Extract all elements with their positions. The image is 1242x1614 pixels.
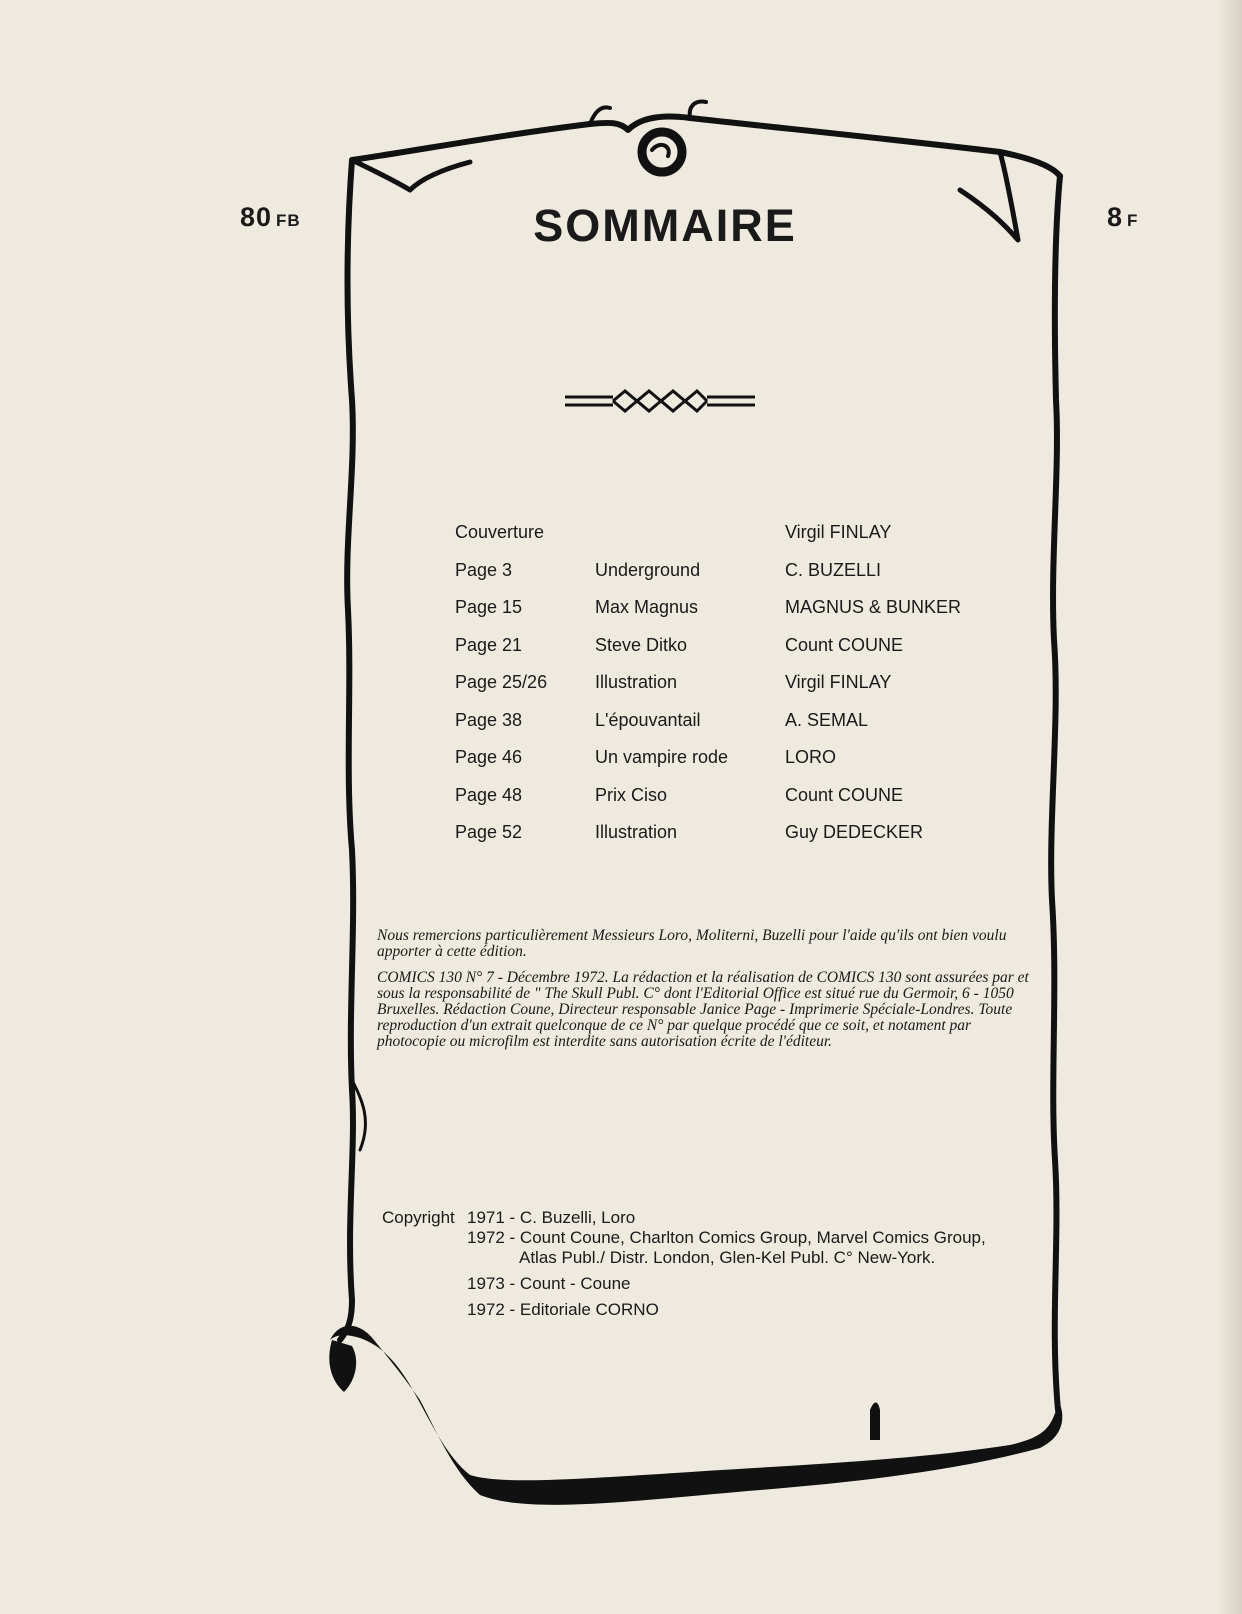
toc-title: Steve Ditko	[595, 634, 688, 655]
decorative-ornament	[565, 385, 755, 421]
toc-page: Page 48	[455, 784, 523, 805]
copyright-entry: 1973 - Count - Coune	[467, 1274, 631, 1293]
table-of-contents	[455, 522, 975, 860]
copyright-entry: 1972 - Editoriale CORNO	[467, 1300, 659, 1319]
toc-author: LORO	[785, 747, 837, 767]
copyright-block	[382, 1208, 1042, 1320]
copyright-line	[382, 1300, 1042, 1320]
toc-title: Illustration	[595, 672, 678, 692]
toc-author: MAGNUS & BUNKER	[785, 597, 962, 617]
price-right-value: 8	[1107, 202, 1124, 232]
toc-title: Underground	[595, 559, 701, 580]
toc-page: Page 38	[455, 709, 523, 730]
editorial-notes	[377, 928, 1032, 1060]
toc-author: Guy DEDECKER	[785, 822, 924, 842]
toc-author: Virgil FINLAY	[785, 672, 892, 692]
page-title: SOMMAIRE	[533, 200, 797, 251]
toc-title: Un vampire rode	[595, 747, 729, 767]
toc-row	[455, 560, 975, 598]
toc-row	[455, 785, 975, 823]
toc-row	[455, 822, 975, 860]
toc-author: Count COUNE	[785, 784, 904, 805]
toc-page: Page 46	[455, 747, 523, 767]
toc-page: Page 25/26	[455, 672, 548, 692]
toc-title: Prix Ciso	[595, 784, 668, 805]
price-right-unit: F	[1127, 211, 1139, 230]
thanks-paragraph: Nous remercions particulièrement Messieurs Loro, Moliterni, Buzelli pour l'aide qu'ils ont bien voulu apporter à cette édition.	[377, 927, 1007, 960]
toc-row	[455, 672, 975, 710]
toc-title: L'épouvantail	[595, 709, 701, 730]
toc-row	[455, 747, 975, 785]
toc-row	[455, 522, 975, 560]
copyright-line	[382, 1248, 1042, 1268]
price-left-value: 80	[240, 202, 273, 232]
copyright-entry: 1972 - Count Coune, Charlton Comics Group, Marvel Comics Group,	[467, 1228, 986, 1247]
price-left-unit: FB	[276, 211, 301, 230]
copyright-label: Copyright	[382, 1208, 455, 1227]
legal-paragraph: COMICS 130 N° 7 - Décembre 1972. La rédaction et la réalisation de COMICS 130 sont assurées par et sous la responsabilité de " The Skull Publ. C° dont l'Editorial Office est situé rue du Germoir, 6 - 1050 Bruxelles. Rédaction Coune, Directeur responsable Janice Page - Imprimerie Spéciale-Londres. Toute reproduction d'un extrait quelconque de ce N° par quelque procédé que ce soit, et notament par photocopie ou microfilm est interdite sans autorisation écrite de l'éditeur.	[377, 969, 1029, 1050]
toc-row	[455, 597, 975, 635]
toc-title: Illustration	[595, 822, 678, 842]
toc-page: Page 15	[455, 597, 523, 617]
toc-author: Virgil FINLAY	[785, 522, 892, 542]
copyright-line	[382, 1274, 1042, 1294]
toc-row	[455, 710, 975, 748]
copyright-line	[382, 1228, 1042, 1248]
copyright-line	[382, 1208, 1042, 1228]
price-belgian-francs	[240, 202, 301, 233]
toc-page: Page 3	[455, 559, 513, 580]
toc-page: Page 52	[455, 822, 523, 842]
price-french-francs	[1107, 202, 1138, 233]
toc-page: Couverture	[455, 522, 545, 542]
toc-title: Max Magnus	[595, 597, 699, 617]
copyright-entry: 1971 - C. Buzelli, Loro	[467, 1208, 636, 1227]
copyright-entry: Atlas Publ./ Distr. London, Glen-Kel Publ. C° New-York.	[519, 1248, 936, 1267]
toc-author: A. SEMAL	[785, 709, 869, 730]
toc-page: Page 21	[455, 634, 523, 655]
toc-author: C. BUZELLI	[785, 559, 882, 580]
toc-author: Count COUNE	[785, 634, 904, 655]
toc-row	[455, 635, 975, 673]
